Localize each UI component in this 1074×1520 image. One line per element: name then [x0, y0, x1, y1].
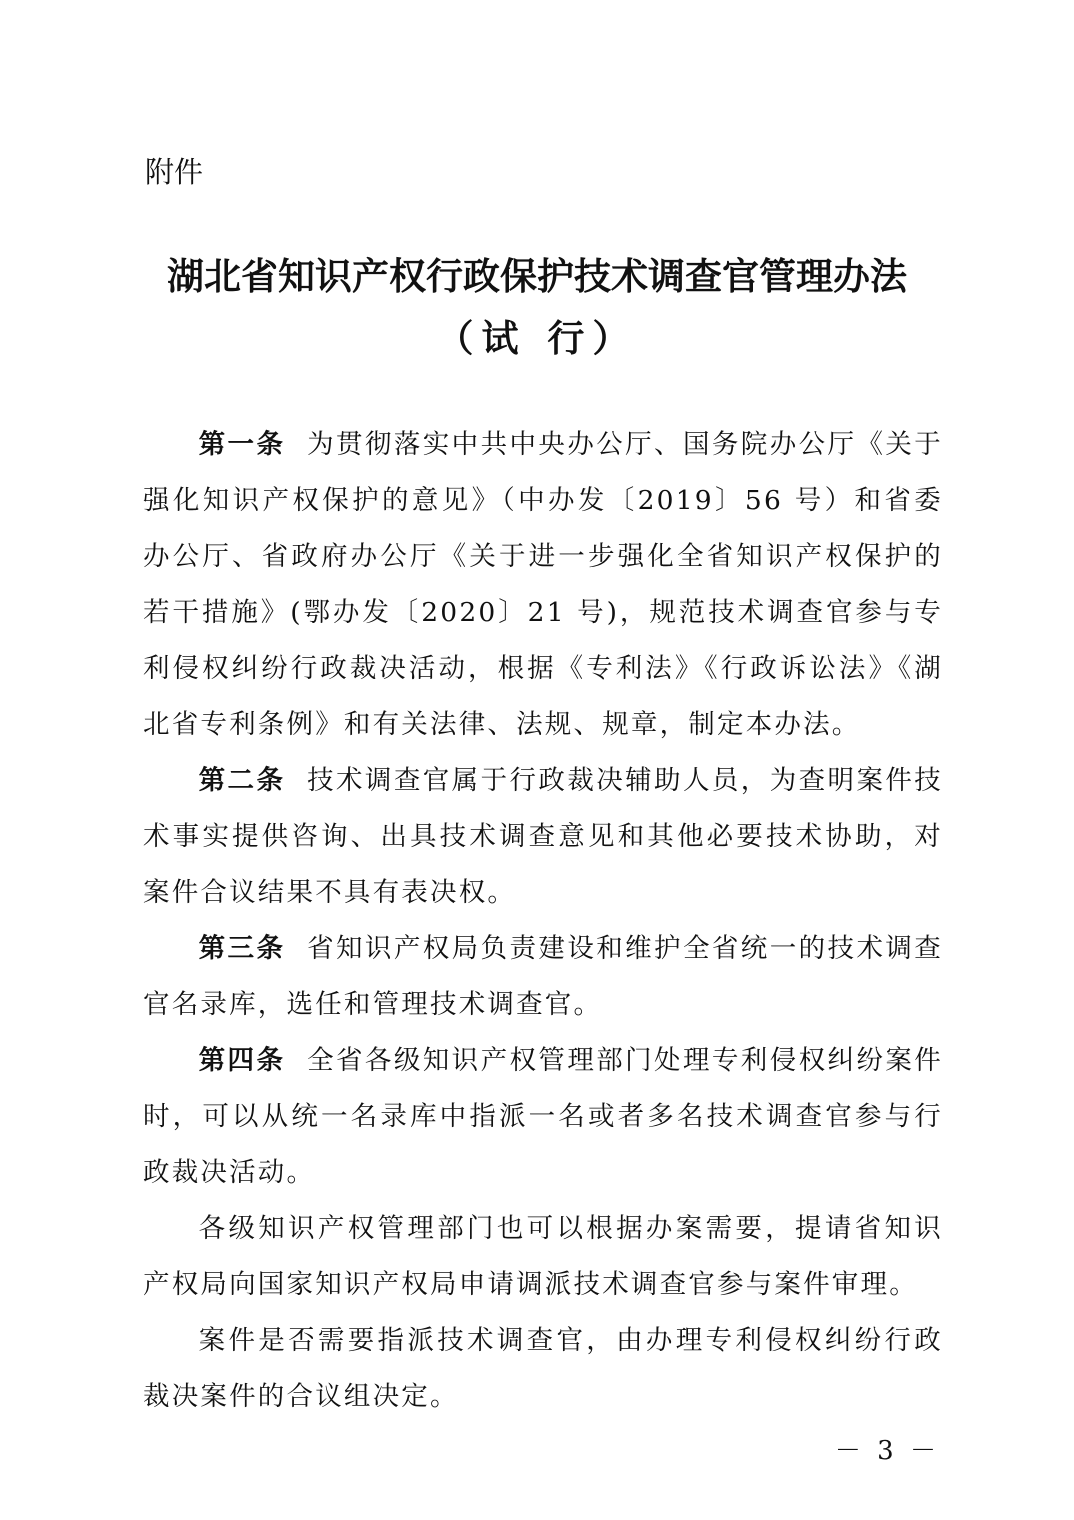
article-number: 第二条	[198, 765, 286, 796]
paragraph: 案件是否需要指派技术调查官，由办理专利侵权纠纷行政裁决案件的合议组决定。	[143, 1325, 943, 1412]
article-1	[143, 417, 943, 753]
paragraph: 各级知识产权管理部门也可以根据办案需要，提请省知识产权局向国家知识产权局申请调派技术调查官参与案件审理。	[143, 1213, 943, 1300]
article-text: 为贯彻落实中共中央办公厅、国务院办公厅《关于强化知识产权保护的意见》（中办发〔2019〕56 号）和省委办公厅、省政府办公厅《关于进一步强化全省知识产权保护的若干措施》(鄂办发〔2020〕21 号)，规范技术调查官参与专利侵权纠纷行政裁决活动，根据《专利法》《行政诉讼法》《湖北省专利条例》和有关法律、法规、规章，制定本办法。	[143, 429, 943, 740]
document-body	[143, 417, 943, 1425]
attachment-label: 附件	[145, 155, 204, 189]
article-number: 第四条	[198, 1045, 286, 1076]
article-2	[143, 753, 943, 921]
title-sub: （试 行）	[436, 316, 638, 360]
article-number: 第一条	[198, 429, 286, 460]
article-text: 省知识产权局负责建设和维护全省统一的技术调查官名录库，选任和管理技术调查官。	[143, 933, 943, 1020]
article-3	[143, 921, 943, 1033]
article-4	[143, 1033, 943, 1201]
document-title	[0, 245, 1074, 369]
article-text: 全省各级知识产权管理部门处理专利侵权纠纷案件时，可以从统一名录库中指派一名或者多名技术调查官参与行政裁决活动。	[143, 1045, 943, 1188]
page-number: － 3 －	[834, 1436, 940, 1466]
article-number: 第三条	[198, 933, 286, 964]
article-text: 技术调查官属于行政裁决辅助人员，为查明案件技术事实提供咨询、出具技术调查意见和其他必要技术协助，对案件合议结果不具有表决权。	[143, 765, 943, 908]
title-main: 湖北省知识产权行政保护技术调查官管理办法	[167, 254, 907, 298]
